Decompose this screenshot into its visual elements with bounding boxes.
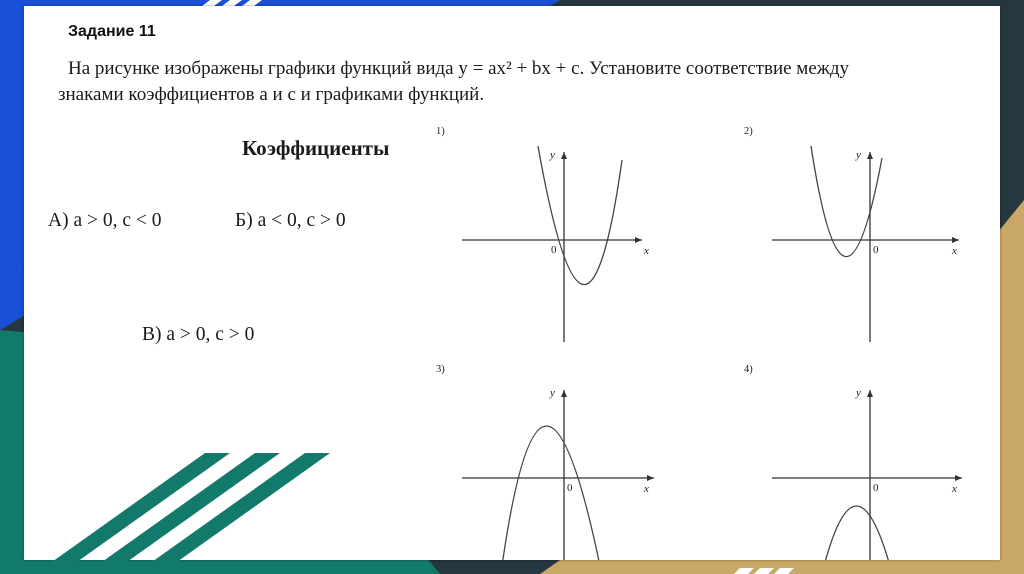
graph-3: [462, 390, 654, 560]
graph-4: [772, 390, 962, 560]
graph-2-origin: 0: [873, 244, 879, 256]
graph-4-x-label: x: [952, 483, 957, 495]
graph-1-y-label: y: [550, 149, 555, 161]
graph-4-origin: 0: [873, 482, 879, 494]
option-v: В) a > 0, c > 0: [142, 324, 255, 345]
graph-2-y-label: y: [856, 149, 861, 161]
graph-3-y-label: y: [550, 387, 555, 399]
coefficients-heading: Коэффициенты: [242, 136, 390, 160]
graph-2-x-label: x: [952, 245, 957, 257]
graph-3-number: 3): [436, 364, 445, 375]
graph-4-y-label: y: [856, 387, 861, 399]
graph-2: [772, 146, 959, 342]
graph-3-parabola: [502, 426, 600, 560]
graph-4-number: 4): [744, 364, 753, 375]
option-b: Б) a < 0, c > 0: [235, 210, 346, 231]
graph-1-number: 1): [436, 126, 445, 137]
option-a: А) a > 0, c < 0: [48, 210, 162, 231]
task-text-line-2: знаками коэффициентов a и c и графиками функций.: [58, 84, 485, 105]
graph-4-parabola: [824, 506, 890, 560]
graph-1-x-label: x: [644, 245, 649, 257]
task-title: Задание 11: [68, 23, 156, 40]
task-text-line-1: На рисунке изображены графики функций вида y = ax² + bx + c. Установите соответствие между: [68, 58, 850, 79]
graph-1-parabola: [538, 146, 622, 285]
graph-1-origin: 0: [551, 244, 557, 256]
task-card: [24, 6, 1000, 560]
graph-3-x-label: x: [644, 483, 649, 495]
graph-3-origin: 0: [567, 482, 573, 494]
parabola-graphs: [24, 6, 1000, 560]
graph-2-number: 2): [744, 126, 753, 137]
